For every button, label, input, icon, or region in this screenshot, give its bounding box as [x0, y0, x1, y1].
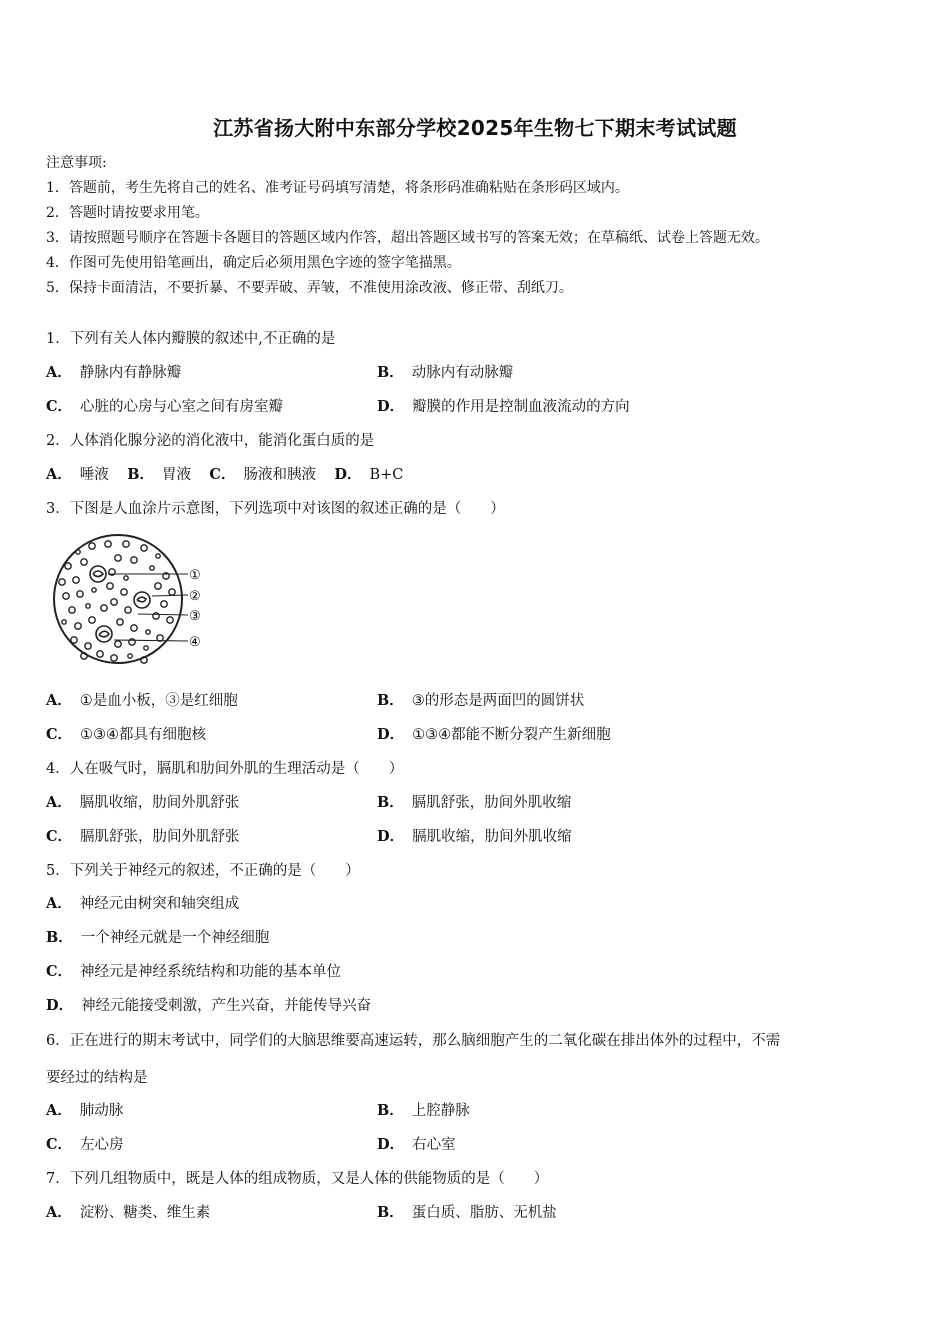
q6-option-a: A． 肺动脉 [46, 1102, 124, 1119]
nucleus-3 [99, 631, 109, 637]
blood-cell-dot [75, 623, 81, 629]
notice-item-3: 3．请按照题号顺序在答题卡各题目的答题区域内作答，超出答题区域书写的答案无效；在草稿纸、试卷上答题无效。 [46, 230, 769, 246]
blood-cell-dot [124, 576, 128, 580]
blood-cell-dot [76, 550, 80, 554]
blood-cell-dot [121, 589, 127, 595]
nucleus-1 [93, 571, 103, 577]
q1-option-a: A． 静脉内有静脉瓣 [46, 364, 182, 381]
blood-cell-dot [123, 541, 129, 547]
question-7-stem: 7．下列几组物质中，既是人体的组成物质，又是人体的供能物质的是（ ） [46, 1171, 549, 1187]
blood-cell-dot [141, 545, 147, 551]
blood-cell-dot [111, 599, 117, 605]
q6-option-d: D． 右心室 [377, 1136, 456, 1153]
figure-label-1: ① [189, 568, 201, 583]
blood-cell-dot [86, 604, 90, 608]
figure-label-3: ③ [189, 609, 201, 624]
q4-option-c: C． 膈肌舒张，肋间外肌舒张 [46, 828, 240, 845]
question-3-stem: 3．下图是人血涂片示意图，下列选项中对该图的叙述正确的是（ ） [46, 501, 505, 517]
white-blood-cell-2 [134, 592, 150, 608]
blood-cell-dot [101, 605, 107, 611]
blood-cell-dot [131, 557, 137, 563]
question-2-stem: 2．人体消化腺分泌的消化液中，能消化蛋白质的是 [46, 433, 375, 449]
q5-option-c: C． 神经元是神经系统结构和功能的基本单位 [46, 963, 342, 980]
blood-cell-dot [167, 617, 173, 623]
blood-cell-dot [115, 641, 121, 647]
blood-cell-dot [144, 646, 148, 650]
q1-option-b: B． 动脉内有动脉瓣 [377, 364, 514, 381]
q5-option-b: B． 一个神经元就是一个神经细胞 [46, 929, 270, 946]
notice-heading: 注意事项: [46, 155, 107, 171]
question-5-stem: 5．下列关于神经元的叙述，不正确的是（ ） [46, 863, 360, 879]
q6-option-b: B． 上腔静脉 [377, 1102, 470, 1119]
q3-option-c: C． ①③④都具有细胞核 [46, 726, 207, 743]
blood-cell-dot [131, 625, 137, 631]
question-1-stem: 1．下列有关人体内瓣膜的叙述中,不正确的是 [46, 331, 336, 347]
blood-cell-dot [89, 543, 95, 549]
blood-cell-dot [107, 583, 113, 589]
blood-cell-dot [105, 541, 111, 547]
blood-cell-dot [97, 651, 103, 657]
blood-cell-dot [161, 601, 167, 607]
blood-cell-dot [85, 643, 91, 649]
q3-option-b: B． ③的形态是两面凹的圆饼状 [377, 692, 585, 709]
blood-cell-dot [117, 619, 123, 625]
q5-option-a: A． 神经元由树突和轴突组成 [46, 895, 240, 912]
figure-label-4: ④ [189, 635, 201, 650]
blood-cell-dot [59, 579, 65, 585]
notice-item-2: 2．答题时请按要求用笔。 [46, 205, 209, 221]
blood-cell-dot [150, 566, 154, 570]
blood-cell-dot [146, 630, 150, 634]
notice-item-4: 4．作图可先使用铅笔画出，确定后必须用黑色字迹的签字笔描黑。 [46, 255, 461, 271]
blood-cell-dot [169, 589, 175, 595]
q3-option-d: D． ①③④都能不断分裂产生新细胞 [377, 726, 611, 743]
q4-option-b: B． 膈肌舒张，肋间外肌收缩 [377, 794, 572, 811]
question-4-stem: 4．人在吸气时，膈肌和肋间外肌的生理活动是（ ） [46, 761, 404, 777]
q2-options: A． 唾液 B． 胃液 C． 肠液和胰液 D． B+C [46, 466, 404, 483]
q5-option-d: D． 神经元能接受刺激，产生兴奋，并能传导兴奋 [46, 997, 372, 1014]
question-6-stem: 6．正在进行的期末考试中，同学们的大脑思维要高速运转，那么脑细胞产生的二氧化碳在排出体外的过程中，不需 [46, 1033, 781, 1049]
blood-cell-dot [125, 607, 131, 613]
q6-option-c: C． 左心房 [46, 1136, 124, 1153]
blood-cell-dot [92, 588, 96, 592]
blood-smear-figure [48, 532, 218, 672]
q7-option-b: B． 蛋白质、脂肪、无机盐 [377, 1204, 557, 1221]
leader-line-4 [114, 640, 188, 641]
blood-cell-dot [115, 555, 121, 561]
blood-cell-dot [69, 607, 75, 613]
blood-cell-dot [155, 583, 161, 589]
q1-option-d: D． 瓣膜的作用是控制血液流动的方向 [377, 398, 630, 415]
q4-option-d: D． 膈肌收缩，肋间外肌收缩 [377, 828, 572, 845]
blood-cell-dot [71, 637, 77, 643]
q4-option-a: A． 膈肌收缩，肋间外肌舒张 [46, 794, 240, 811]
blood-cell-dot [128, 654, 132, 658]
blood-cell-dot [73, 577, 79, 583]
question-6-stem-cont: 要经过的结构是 [46, 1070, 148, 1086]
blood-cell-dot [156, 554, 160, 558]
notice-item-5: 5．保持卡面清洁，不要折暴、不要弄破、弄皱，不准使用涂改液、修正带、刮纸刀。 [46, 280, 573, 296]
blood-cell-dot [77, 591, 83, 597]
page-title: 江苏省扬大附中东部分学校2025年生物七下期末考试试题 [213, 116, 737, 140]
q1-option-c: C． 心脏的心房与心室之间有房室瓣 [46, 398, 284, 415]
blood-cell-dot [153, 613, 159, 619]
blood-cell-dot [111, 655, 117, 661]
blood-cell-dot [63, 593, 69, 599]
blood-cell-dot [89, 617, 95, 623]
q3-option-a: A． ①是血小板，③是红细胞 [46, 692, 238, 709]
nucleus-2 [137, 597, 146, 602]
blood-cell-dot [62, 620, 66, 624]
figure-label-2: ② [189, 589, 201, 604]
blood-cell-dot [81, 559, 87, 565]
blood-cell-dot [65, 563, 71, 569]
q7-option-a: A． 淀粉、糖类、维生素 [46, 1204, 211, 1221]
notice-item-1: 1．答题前，考生先将自己的姓名、准考证号码填写清楚，将条形码准确粘贴在条形码区域内。 [46, 180, 629, 196]
